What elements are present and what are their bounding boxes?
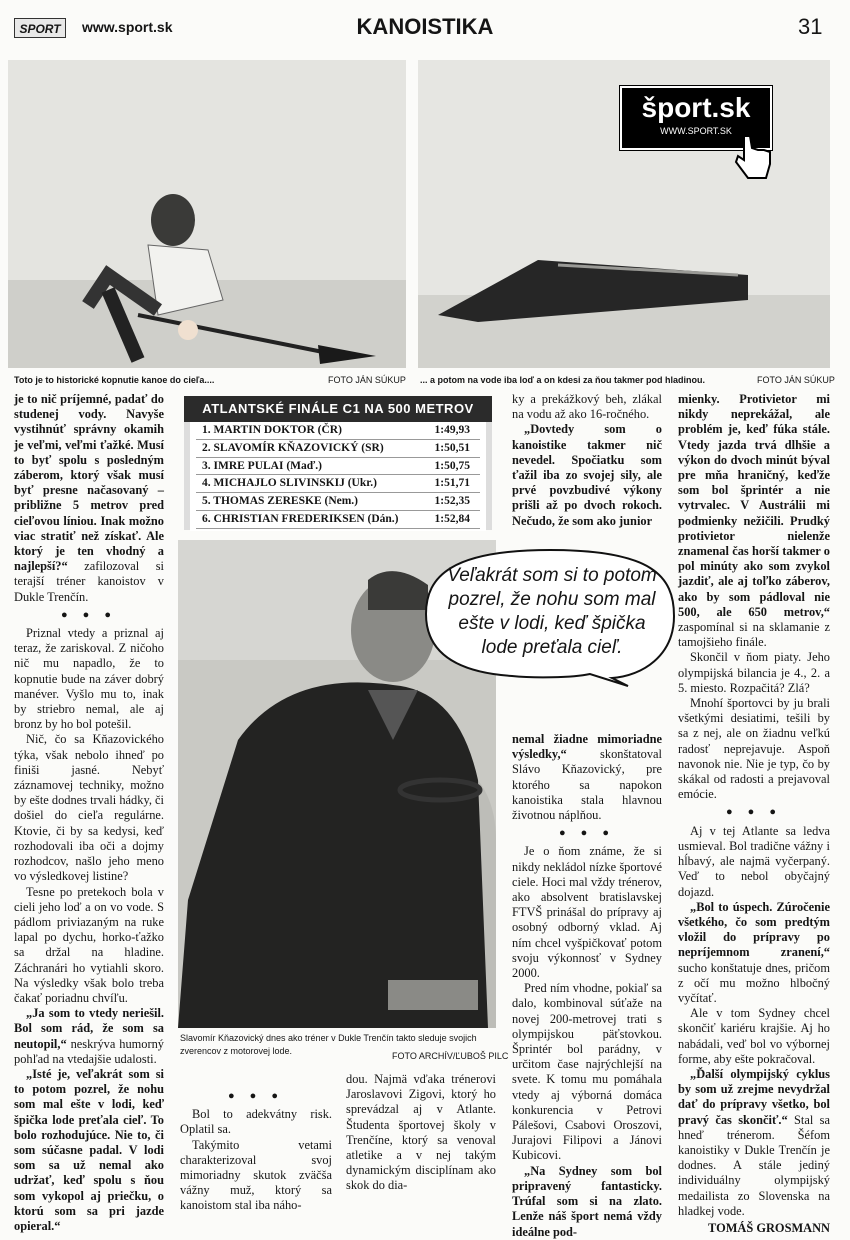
paragraph <box>678 900 830 1006</box>
separator-dots: ● ● ● <box>227 1090 285 1102</box>
paragraph: Priznal vtedy a priznal aj teraz, že zariskoval. Z ničoho nič mu napadlo, že to kopnutie bude na záver dobrý manéver. Vyšlo mu to, inak by striebro nemal, ale aj bronz by ho bol potešil. <box>14 626 164 732</box>
paragraph: Ale v tom Sydney chcel skončiť kariéru krajšie. Aj ho nabádali, veď bol vo výbornej forme, aby ešte pokračoval. <box>678 1006 830 1066</box>
portrait-credit: FOTO ARCHÍV/ĽUBOŠ PILC <box>392 1051 509 1061</box>
text: Stal sa hneď trénerom. Šéfom kanoistiky v Dukle Trenčín je dodnes. A stále jediný individuálny olympijský medailista zo Slovenska na hladkej vode. <box>678 1112 830 1218</box>
quote-bold: „Ja som to vtedy neriešil. Bol som rád, že som sa neutopil,“ <box>14 1006 164 1051</box>
quote-bold: „Isté je, veľakrát som si to potom pozrel, že nohu som mal ešte v lodi, keď špička lode preťala cieľ. To bolo rozhodujúce. Nie to, či som súčasne padal. V lodi som sa už nemal ako udržať, keď spolu s ňou som vykopol aj priečku, o ktorú som sa pri jazde opieral.“ <box>14 1066 164 1233</box>
result-row <box>196 440 480 458</box>
paragraph: dou. Najmä vďaka trénerovi Jaroslavovi Zigovi, ktorý ho sprevádzal aj v Atlante. Študenta športovej školy v Trenčíne, ktorý sa venoval atletike a v nej takým dynamickým disciplínam ako skok do dia- <box>346 1072 496 1193</box>
result-time: 1:49,93 <box>434 424 470 436</box>
article-column-4 <box>678 392 830 1236</box>
text: zaspomínal si na sklamanie z tamojšieho finále. <box>678 620 830 650</box>
paragraph <box>512 732 662 823</box>
result-row <box>196 422 480 440</box>
paragraph: Pred ním vhodne, pokiaľ sa dalo, kombinoval súťaže na novej 200-metrovej trati s olympijskou päťstovkou. Šprintér bol parádny, v určitom čase najrýchlejší na svete. K tomu mu pomáhala vtedy aj výborná domáca konkurencia v Petrovi Pálešovi, Csabovi Oroszovi, Jurajovi Filipovi a Jánovi Kubicovi. <box>512 981 662 1163</box>
paragraph: Aj v tej Atlante sa ledva usmieval. Bol tradične vážny i hĺbavý, ale najmä vyčerpaný. Veď to nebol obyčajný dojazd. <box>678 823 830 899</box>
quote-bold: „Na Sydney som bol pripravený fantasticky. Trúfal som si na zlato. Lenže náš šport nemá vždy ideálne pod- <box>512 1163 662 1239</box>
paragraph <box>14 1006 164 1067</box>
canoeist-lunging-image <box>8 60 406 368</box>
paragraph <box>14 392 164 605</box>
athlete-name: 4. MICHAJLO SLIVINSKIJ (Ukr.) <box>202 477 377 490</box>
athlete-name: 3. IMRE PULAI (Maď.) <box>202 459 322 472</box>
separator-dots: ● ● ● <box>60 608 118 621</box>
paragraph <box>678 392 830 650</box>
website-url: www.sport.sk <box>82 19 173 35</box>
result-row <box>196 475 480 493</box>
result-row <box>196 511 480 529</box>
pull-quote-text: Veľakrát som si to potom pozrel, že nohu som mal ešte v lodi, keď špička lode preťala cieľ. <box>447 565 657 658</box>
left-photo-credit: FOTO JÁN SÚKUP <box>328 375 406 385</box>
paragraph: Skončil v ňom piaty. Jeho olympijská bilancia je 4., 2. a 5. miesto. Rozpačitá? Zlá? <box>678 650 830 695</box>
portrait-caption: Slavomír Kňazovický dnes ako tréner v Dukle Trenčín takto sleduje svojich zverencov z motorovej lode. <box>180 1033 477 1056</box>
article-column-2 <box>180 1086 332 1214</box>
athlete-name: 2. SLAVOMÍR KŇAZOVICKÝ (SR) <box>202 441 384 454</box>
hand-cursor-icon <box>730 128 774 184</box>
brand-logo-text: šport.sk <box>641 92 751 123</box>
right-photo-caption: ... a potom na vode iba loď a on kdesi za ňou takmer pod hladinou. <box>420 375 706 385</box>
section-title: KANOISTIKA <box>356 14 494 39</box>
text: neskrýva humorný pohľad na vtedajšie udalosti. <box>14 1036 164 1066</box>
article-column-3 <box>512 732 662 1240</box>
quote-bold: „Bol to úspech. Zúročenie všetkého, čo som predtým vložil do prípravy po nepríjemnom zranení,“ <box>678 899 830 960</box>
separator-dots: ● ● ● <box>725 806 783 819</box>
paragraph <box>14 1067 164 1234</box>
paragraph: Bol to adekvátny risk. Oplatil sa. <box>180 1107 332 1137</box>
quote-bold: nemal žiadne mimoriadne výsledky,“ <box>512 732 662 762</box>
result-time: 1:50,75 <box>434 459 470 472</box>
paragraph: Je o ňom známe, že si nikdy nekládol nízke športové ciele. Hoci mal vždy trénerov, ako absolvent bratislavskej FTVŠ prinášal do prípravy aj osobný odborný vklad. Aj ním chcel vyšpičkovať potom svoju výkonnosť v Sydney 2000. <box>512 844 662 981</box>
canoe-finish-photo <box>8 60 406 368</box>
left-photo-caption: Toto je to historické kopnutie kanoe do cieľa.... <box>14 375 215 385</box>
sport-logo: SPORT <box>14 18 66 38</box>
results-table <box>184 396 492 530</box>
paragraph: Takýmito vetami charakterizoval svoj mimoriadny skutok zväčša vážny muž, ktorý sa kanoistom stal iba náho- <box>180 1137 332 1213</box>
result-time: 1:51,71 <box>434 477 470 490</box>
separator-dots: ● ● ● <box>558 827 616 840</box>
quote-bold: mienky. Protivietor mi nikdy neprekážal, ale problém je, keď fúka stále. Vtedy jazda trvá dlhšie a výkon do dvoch minút býval pre mňa hraničný, keďže som bol šprintér a nie vytrvalec. V Austrálii mi podmienky nežičili. Prudký protivietor nielenže znamenal čas horší takmer o pol minúty ako som zvykol jazdiť, ale aj toľko záberov, ako by som pádloval nie 500, ale 650 metrov,“ <box>678 392 830 619</box>
speech-bubble-quote <box>422 546 678 688</box>
text: skonštatoval Slávo Kňazovický, pre ktorého sa napokon kanoistika stala hlavnou životnou náplňou. <box>512 747 662 823</box>
text: zafilozoval si terajší tréner kanoistov v Dukle Trenčín. <box>14 559 164 604</box>
athlete-name: 1. MARTIN DOKTOR (ČR) <box>202 424 342 436</box>
paragraph: Tesne po pretekoch bola v cieli jeho loď a on vo vode. S pádlom priviazaným na ruke lapal po dychu, horko-ťažko sa držal na hladine. Záchranári ho vytiahli skoro. Na výsledky však bolo treba čakať poriadnu chvíľu. <box>14 884 164 1005</box>
quote-bold: „Dovtedy som o kanoistike takmer nič nevedel. Spočiatku som ťažil iba zo svojej sily, ale prvé povzbudivé výkony prišli až po dvoch rokoch. Nečudo, že som ako junior <box>512 422 662 528</box>
author-byline: TOMÁŠ GROSMANN <box>708 1220 830 1235</box>
quote-bold: je to nič príjemné, padať do studenej vody. Navyše vystihnúť správny okamih je veľmi, veľmi ťažké. Musí to byť spolu s posledným záberom, ktorý však musí byť presne načasovaný – približne 5 metrov pred cieľovou líniou. Inak možno viac stratiť než získať. Ale ktorý je ten vhodný a najlepší?“ <box>14 392 164 574</box>
article-column-1 <box>14 392 164 1234</box>
results-rows <box>190 422 486 531</box>
paragraph <box>512 1164 662 1240</box>
quote-bold: „Ďalší olympijský cyklus by som už zrejme nevydržal dať do prípravy všetko, bol pravý čas skončiť.“ <box>678 1066 830 1127</box>
right-photo-credit: FOTO JÁN SÚKUP <box>757 375 835 385</box>
paragraph: ky a prekážkový beh, zlákal na vodu až ako 16-ročného. <box>512 392 662 422</box>
paragraph: Nič, čo sa Kňazovického týka, však nebolo ihneď po finiši jasné. Nebyť záznamovej techniky, možno by ešte dodnes trvali hádky, či došiel do cieľa regulárne. Ktovie, či by sa kedysi, keď rozhodovali iba oči a dojmy rozhodcov, našlo jeho meno vo výsledkovej listine? <box>14 732 164 884</box>
page-number: 31 <box>798 14 823 39</box>
paragraph: Mnohí športovci by ju brali všetkými desiatimi, tešili by sa z nej, ale on žiadnu veľkú radosť neprejavuje. Aspoň navonok nie. Nie je typ, čo by skákal od radosti a prejavoval emócie. <box>678 696 830 802</box>
result-time: 1:52,84 <box>434 512 470 525</box>
article-column-2b <box>346 1072 496 1194</box>
results-title: ATLANTSKÉ FINÁLE C1 NA 500 METROV <box>184 396 492 422</box>
text: sucho konštatuje dnes, pričom z očí mu možno hlbočný vyčítať. <box>678 960 830 1005</box>
result-row <box>196 458 480 476</box>
paragraph <box>512 422 662 528</box>
paragraph <box>678 1067 830 1219</box>
result-row <box>196 493 480 511</box>
result-time: 1:50,51 <box>434 441 470 454</box>
article-column-3-top <box>512 392 662 529</box>
result-time: 1:52,35 <box>434 495 470 508</box>
athlete-name: 5. THOMAS ZERESKE (Nem.) <box>202 495 359 508</box>
athlete-name: 6. CHRISTIAN FREDERIKSEN (Dán.) <box>202 512 399 525</box>
brand-url-text: WWW.SPORT.SK <box>660 126 732 136</box>
